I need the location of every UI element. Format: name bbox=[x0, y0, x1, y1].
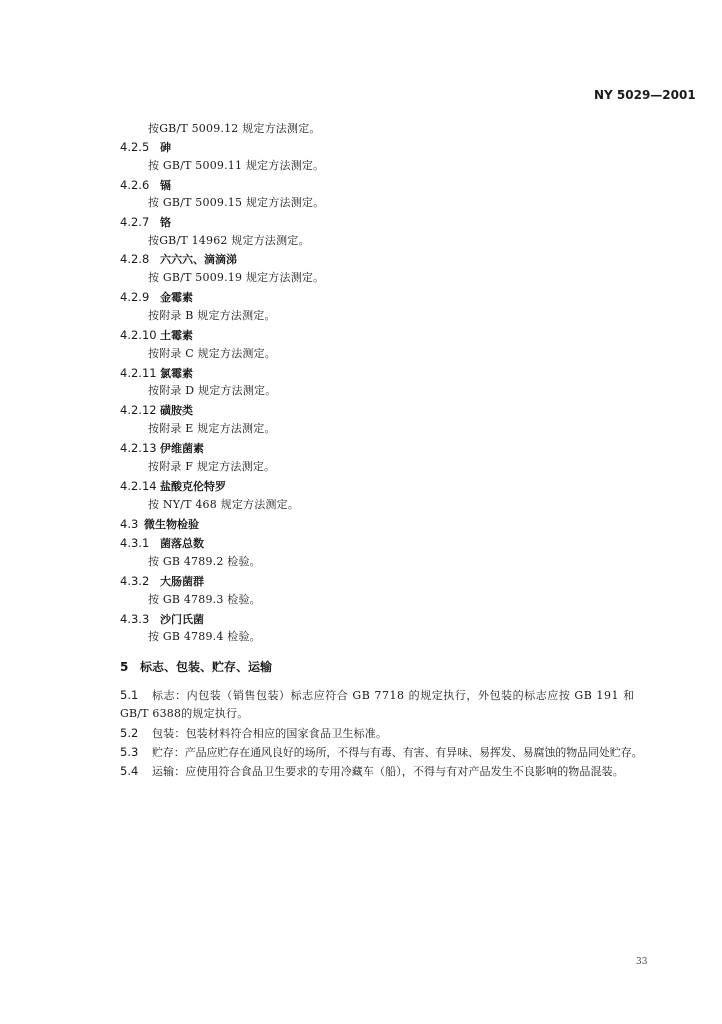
clause-title: 砷 bbox=[160, 141, 171, 154]
clause-paragraph: 5.1 标志：内包装（销售包装）标志应符合 GB 7718 的规定执行，外包装的标志应按 GB 191 和 bbox=[120, 688, 635, 702]
clause-title: 盐酸克伦特罗 bbox=[160, 480, 226, 493]
clause-paragraph-continuation: GB/T 6388的规定执行。 bbox=[120, 707, 249, 720]
clause-number: 4.2.11 bbox=[120, 366, 157, 380]
clause-number: 4.2.10 bbox=[120, 328, 157, 342]
page-number: 33 bbox=[636, 957, 648, 967]
test-method-line: 按 GB/T 5009.15 规定方法测定。 bbox=[148, 196, 325, 209]
test-method-line: 按GB/T 14962 规定方法测定。 bbox=[148, 234, 310, 247]
clause-number: 4.3.1 bbox=[120, 536, 150, 550]
test-method-line: 按附录 E 规定方法测定。 bbox=[148, 422, 276, 435]
clause-number: 4.3 bbox=[120, 517, 139, 531]
clause-number: 5.1 bbox=[120, 688, 139, 702]
clause-heading bbox=[120, 366, 193, 381]
test-method-line: 按GB/T 5009.12 规定方法测定。 bbox=[148, 122, 321, 135]
clause-number: 4.2.14 bbox=[120, 479, 157, 493]
clause-number: 5.4 bbox=[120, 764, 139, 778]
clause-heading bbox=[120, 536, 204, 551]
test-method-line: 按 GB 4789.4 检验。 bbox=[148, 630, 261, 643]
clause-heading bbox=[120, 328, 193, 343]
test-method-line: 按附录 D 规定方法测定。 bbox=[148, 384, 277, 397]
section-heading bbox=[120, 660, 272, 675]
clause-number: 4.2.9 bbox=[120, 290, 150, 304]
clause-number: 4.3.2 bbox=[120, 574, 150, 588]
clause-title: 磺胺类 bbox=[160, 404, 193, 417]
test-method-line: 按附录 C 规定方法测定。 bbox=[148, 347, 277, 360]
clause-number: 4.2.12 bbox=[120, 403, 157, 417]
clause-number: 5.3 bbox=[120, 745, 139, 759]
clause-paragraph: 5.4 运输：应使用符合食品卫生要求的专用冷藏车（船），不得与有对产品发生不良影响的物品混装。 bbox=[120, 764, 624, 778]
clause-number: 4.2.7 bbox=[120, 215, 150, 229]
clause-title: 氯霉素 bbox=[160, 367, 193, 380]
clause-number: 4.2.6 bbox=[120, 178, 150, 192]
clause-heading bbox=[120, 178, 171, 193]
test-method-line: 按 GB 4789.2 检验。 bbox=[148, 555, 261, 568]
clause-heading bbox=[120, 403, 193, 418]
clause-heading bbox=[120, 290, 193, 305]
clause-title: 大肠菌群 bbox=[160, 575, 204, 588]
test-method-line: 按 NY/T 468 规定方法测定。 bbox=[148, 498, 300, 511]
clause-heading bbox=[120, 479, 226, 494]
clause-number: 5.2 bbox=[120, 726, 139, 740]
clause-paragraph: 5.3 贮存：产品应贮存在通风良好的场所，不得与有毒、有害、有异味、易挥发、易腐蚀的物品同处贮存。 bbox=[120, 745, 643, 759]
clause-title: 镉 bbox=[160, 179, 171, 192]
clause-heading bbox=[120, 215, 171, 230]
test-method-line: 按 GB/T 5009.11 规定方法测定。 bbox=[148, 159, 325, 172]
clause-title: 六六六、滴滴涕 bbox=[160, 253, 237, 266]
test-method-line: 按附录 B 规定方法测定。 bbox=[148, 309, 276, 322]
clause-heading bbox=[120, 252, 237, 267]
clause-title: 铬 bbox=[160, 216, 171, 229]
clause-heading bbox=[120, 574, 204, 589]
clause-title: 伊维菌素 bbox=[160, 442, 204, 455]
clause-title: 微生物检验 bbox=[144, 518, 199, 531]
clause-heading bbox=[120, 612, 204, 627]
test-method-line: 按附录 F 规定方法测定。 bbox=[148, 460, 276, 473]
clause-number: 4.2.13 bbox=[120, 441, 157, 455]
clause-title: 菌落总数 bbox=[160, 537, 204, 550]
clause-title: 土霉素 bbox=[160, 329, 193, 342]
clause-number: 4.3.3 bbox=[120, 612, 150, 626]
clause-number: 4.2.5 bbox=[120, 140, 150, 154]
clause-title: 沙门氏菌 bbox=[160, 613, 204, 626]
standard-code: NY 5029—2001 bbox=[594, 88, 696, 102]
clause-title: 金霉素 bbox=[160, 291, 193, 304]
section-title: 标志、包装、贮存、运输 bbox=[140, 660, 273, 674]
clause-number: 4.2.8 bbox=[120, 252, 150, 266]
clause-heading bbox=[120, 517, 199, 532]
section-number: 5 bbox=[120, 660, 129, 674]
clause-heading bbox=[120, 441, 204, 456]
test-method-line: 按 GB/T 5009.19 规定方法测定。 bbox=[148, 271, 325, 284]
clause-heading bbox=[120, 140, 171, 155]
clause-paragraph: 5.2 包装：包装材料符合相应的国家食品卫生标准。 bbox=[120, 726, 388, 740]
test-method-line: 按 GB 4789.3 检验。 bbox=[148, 593, 261, 606]
